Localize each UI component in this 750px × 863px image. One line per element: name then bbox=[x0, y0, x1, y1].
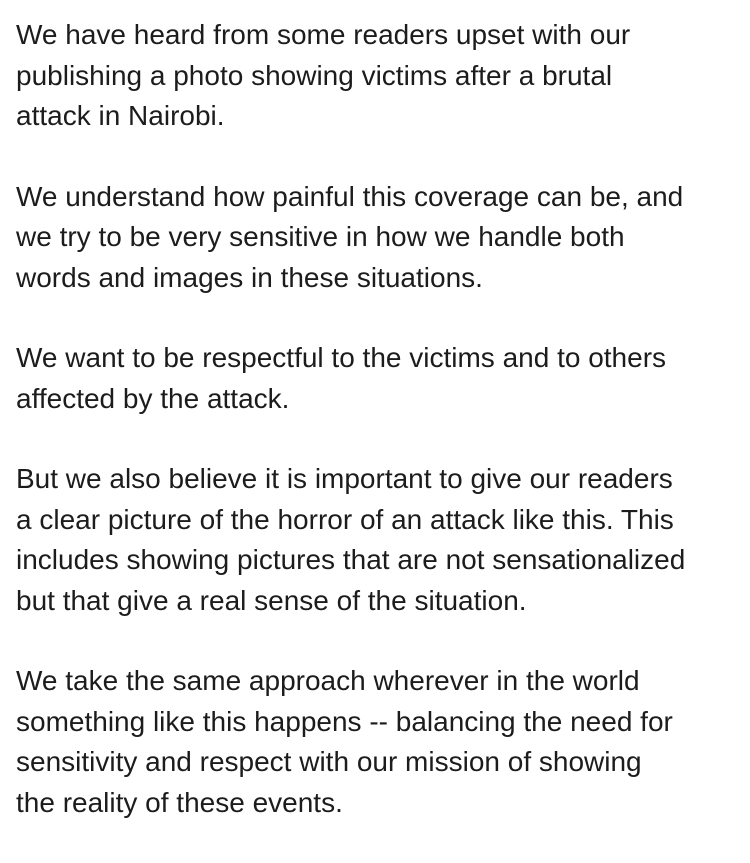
text-line: We have heard from some readers upset with our bbox=[16, 19, 631, 50]
paragraph-readers-upset bbox=[16, 15, 742, 137]
text-line: something like this happens -- balancing the need for bbox=[16, 705, 673, 737]
statement-text bbox=[16, 15, 742, 863]
text-line: We want to be respectful to the victims and to others bbox=[16, 342, 667, 373]
text-line: words and images in these situations. bbox=[16, 261, 483, 293]
text-line: affected by the attack. bbox=[16, 382, 290, 414]
text-line: the reality of these events. bbox=[16, 786, 343, 818]
text-line: includes showing pictures that are not sensationalized bbox=[16, 544, 686, 575]
text-line: a clear picture of the horror of an attack like this. This bbox=[16, 503, 674, 535]
text-line: We take the same approach wherever in the world bbox=[16, 665, 640, 696]
text-line: publishing a photo showing victims after a brutal bbox=[16, 59, 613, 91]
text-line: We understand how painful this coverage can be, and bbox=[16, 180, 684, 212]
text-line: but that give a real sense of the situation. bbox=[16, 584, 527, 616]
text-line: we try to be very sensitive in how we handle both bbox=[16, 221, 625, 252]
paragraph-same-approach bbox=[16, 661, 742, 823]
text-line: But we also believe it is important to give our readers bbox=[16, 463, 673, 494]
text-line: attack in Nairobi. bbox=[16, 100, 225, 131]
paragraph-clear-picture bbox=[16, 459, 742, 621]
text-line: sensitivity and respect with our mission of showing bbox=[16, 746, 642, 777]
paragraph-respectful bbox=[16, 338, 742, 419]
paragraph-painful-coverage bbox=[16, 177, 742, 299]
